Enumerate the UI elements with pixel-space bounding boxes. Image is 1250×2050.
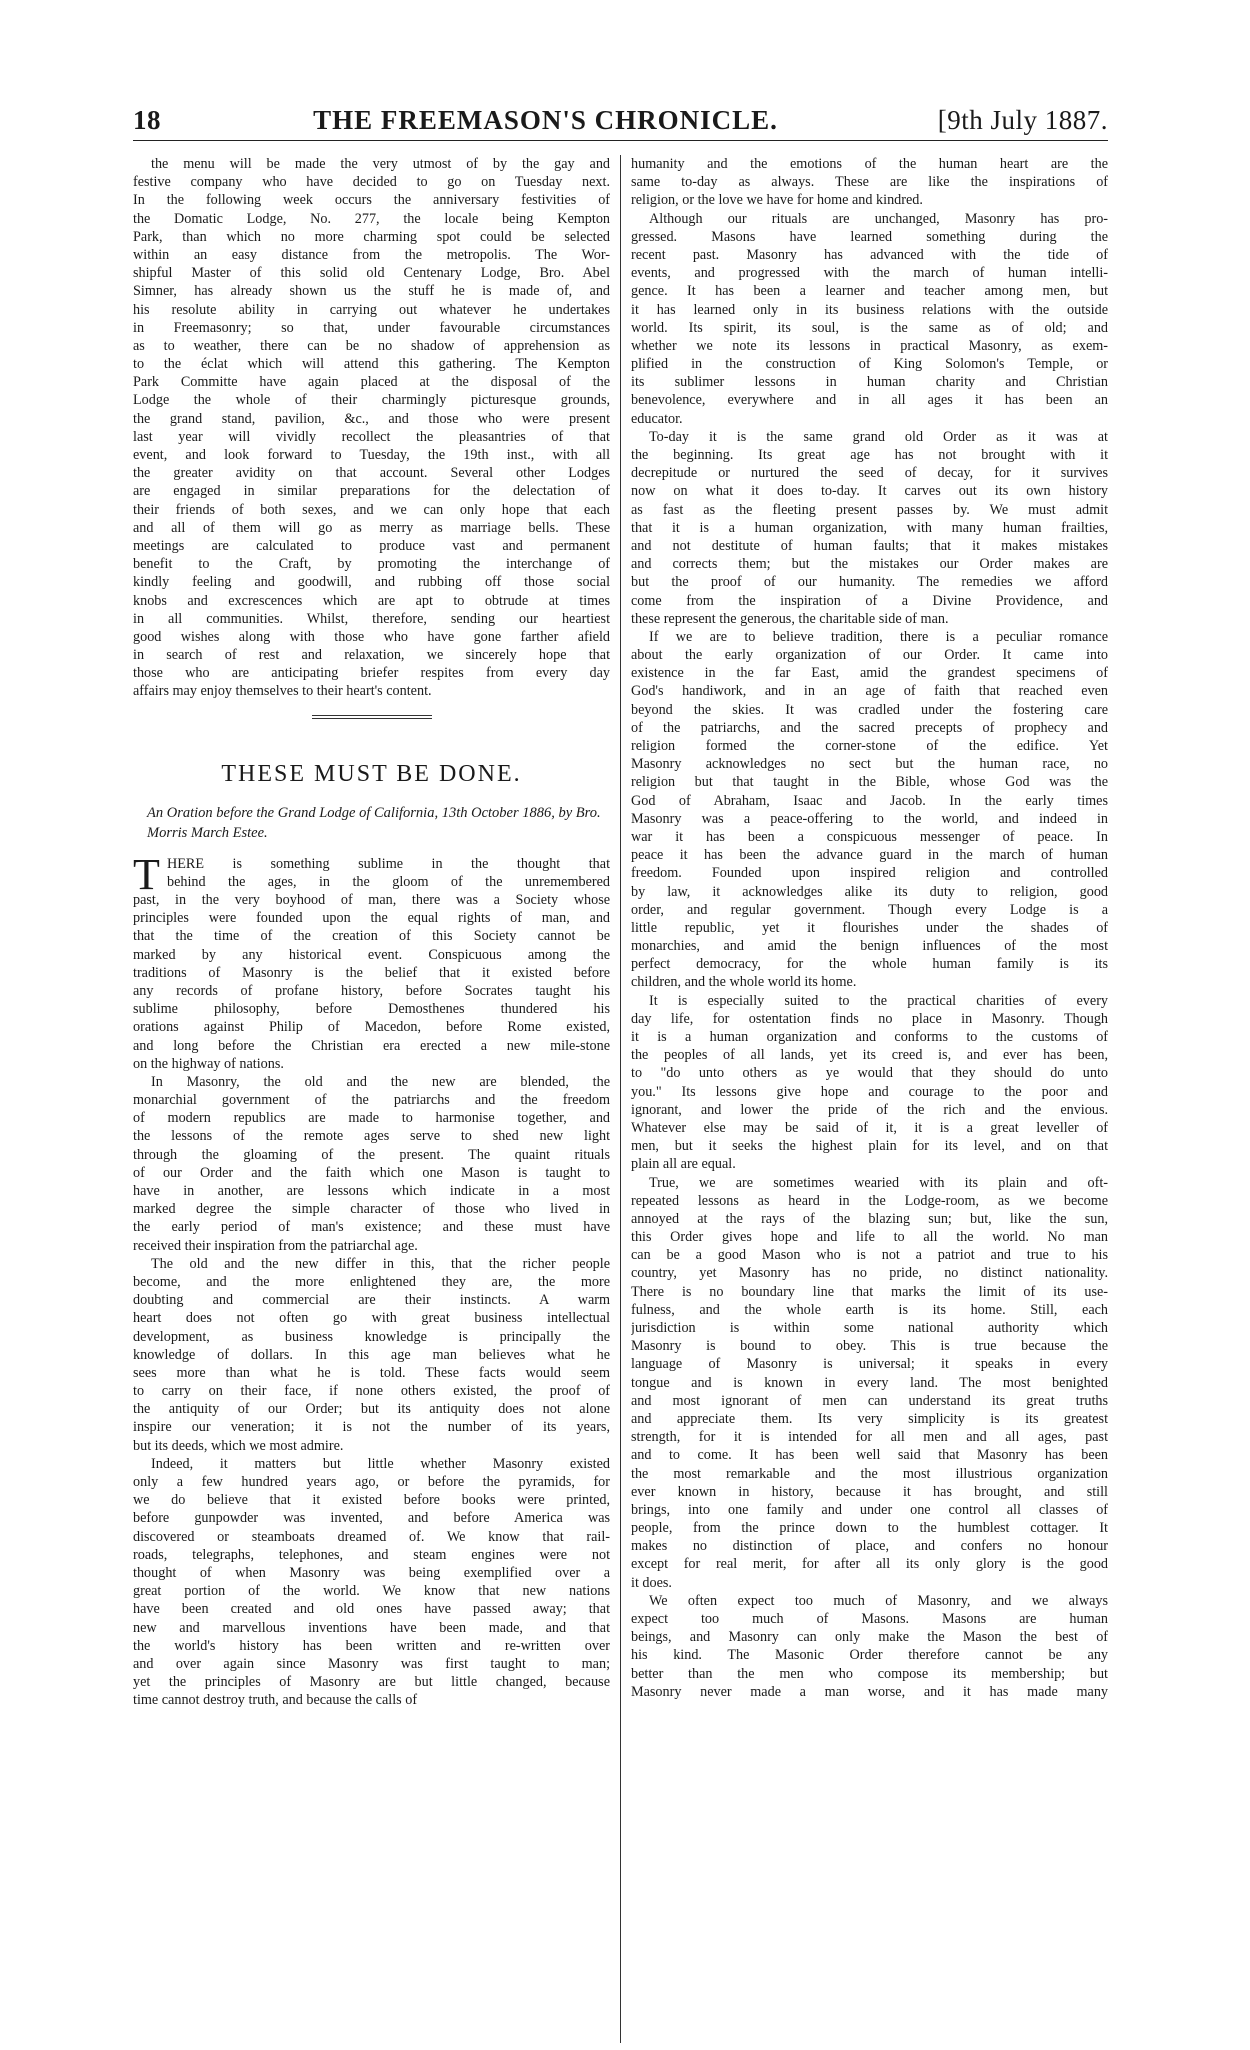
text-line: repeated lessons as heard in the Lodge-room, as we become bbox=[631, 1192, 1109, 1209]
text-line: now on what it does to-day. It carves out its own history bbox=[631, 483, 1109, 500]
text-line: as fast as the fleeting present passes by. We must admit bbox=[631, 501, 1109, 518]
text-line: day life, for ostentation finds no place in Masonry. Though bbox=[631, 1010, 1109, 1027]
text-line: educator. bbox=[631, 410, 683, 427]
text-line: through the gloaming of the present. The quaint rituals bbox=[133, 1146, 611, 1163]
text-line: can be a good Mason who is not a patriot and true to his bbox=[631, 1247, 1109, 1264]
text-line: and over again since Masonry was first taught to man; bbox=[133, 1655, 611, 1672]
text-line: Park Committe have again placed at the disposal of the bbox=[133, 374, 611, 391]
text-line: Although our rituals are unchanged, Masonry has pro- bbox=[649, 210, 1109, 227]
text-line: Whatever else may be said of it, it is a great leveller of bbox=[631, 1119, 1109, 1136]
text-line: events, and progressed with the march of human intelli- bbox=[631, 265, 1109, 282]
text-line: the early period of man's existence; and these must have bbox=[133, 1219, 611, 1236]
text-line: affairs may enjoy themselves to their heart's content. bbox=[133, 683, 432, 700]
text-line: and most ignorant of men can understand its great truths bbox=[631, 1392, 1109, 1409]
text-line: on the highway of nations. bbox=[133, 1055, 284, 1072]
text-line: perfect democracy, for the whole human family is its bbox=[631, 956, 1109, 973]
text-line: monarchies, and amid the benign influences of the most bbox=[631, 938, 1109, 955]
text-line: meetings are calculated to produce vast and permanent bbox=[133, 537, 611, 554]
text-line: in Freemasonry; so that, under favourable circumstances bbox=[133, 319, 611, 336]
right-paragraph-5 bbox=[631, 992, 1108, 1174]
text-line: decrepitude or nurtured the seed of decay, for it survives bbox=[631, 465, 1109, 482]
text-line: If we are to believe tradition, there is a peculiar romance bbox=[649, 628, 1109, 645]
text-line: Lodge the whole of their charmingly picturesque grounds, bbox=[133, 392, 611, 409]
text-line: orations against Philip of Macedon, before Rome existed, bbox=[133, 1019, 611, 1036]
text-line: his resolute ability in carrying out whatever he undertakes bbox=[133, 301, 611, 318]
text-line: knowledge of dollars. In this age man believes what he bbox=[133, 1346, 611, 1363]
article-subtitle: An Oration before the Grand Lodge of California, 13th October 1886, by Bro. Morris March Estee. bbox=[147, 804, 601, 841]
text-line: it has learned only in its business relations with the outside bbox=[631, 301, 1109, 318]
text-line: the Domatic Lodge, No. 277, the locale being Kempton bbox=[133, 210, 611, 227]
text-line: their friends of both sexes, and we can only hope that each bbox=[133, 501, 611, 518]
text-line: God of Abraham, Isaac and Jacob. In the early times bbox=[631, 792, 1109, 809]
text-line: roads, telegraphs, telephones, and steam engines were not bbox=[133, 1546, 611, 1563]
right-paragraph-4 bbox=[631, 628, 1108, 992]
text-line: little republic, yet it flourishes under the shades of bbox=[631, 919, 1109, 936]
right-paragraph-7 bbox=[631, 1592, 1108, 1701]
text-line: marked degree the simple character of those who lived in bbox=[133, 1201, 611, 1218]
right-column bbox=[621, 155, 1108, 2043]
text-line: order, and regular government. Though every Lodge is a bbox=[631, 901, 1109, 918]
text-line: HERE is something sublime in the thought that bbox=[167, 855, 611, 872]
article-heading: THESE MUST BE DONE. bbox=[221, 760, 522, 787]
text-line: jurisdiction is within some national authority which bbox=[631, 1320, 1109, 1336]
text-line: past, in the very boyhood of man, there was a Society whose bbox=[133, 892, 611, 908]
text-line: within an easy distance from the metropolis. The Wor- bbox=[133, 246, 611, 263]
text-line: that it is a human organization, with many human frailties, bbox=[631, 519, 1109, 536]
text-line: plified in the construction of King Solomon's Temple, or bbox=[631, 356, 1109, 373]
text-line: God's handiwork, and in an age of faith that reached even bbox=[631, 683, 1109, 700]
text-line: of modern republics are made to harmonise together, and bbox=[133, 1110, 611, 1127]
text-line: in all communities. Whilst, therefore, sending our heartiest bbox=[133, 610, 611, 627]
text-line: only a few hundred years ago, or before the pyramids, for bbox=[133, 1474, 611, 1490]
text-line: sees more than what he is told. These facts would seem bbox=[133, 1364, 611, 1381]
drop-cap: T bbox=[133, 849, 160, 899]
text-line: humanity and the emotions of the human heart are the bbox=[631, 156, 1109, 172]
text-line: the world's history has been written and re-written over bbox=[133, 1637, 611, 1654]
text-line: Masonry never made a man worse, and it has made many bbox=[631, 1683, 1109, 1700]
text-line: marked by any historical event. Conspicuous among the bbox=[133, 946, 611, 963]
text-line: religion formed the corner-stone of the edifice. Yet bbox=[631, 738, 1109, 754]
text-line: its sublimer lessons in human charity and Christian bbox=[631, 374, 1109, 391]
columns bbox=[133, 155, 1108, 2043]
text-line: existence in the far East, amid the grandest specimens of bbox=[631, 665, 1109, 682]
text-line: to the éclat which will attend this gathering. The Kempton bbox=[133, 356, 611, 373]
text-line: Simner, has already shown us the stuff he is made of, and bbox=[133, 283, 611, 300]
text-line: peace it has been the advance guard in the march of human bbox=[631, 847, 1109, 864]
text-line: children, and the whole world its home. bbox=[631, 974, 857, 991]
text-line: beyond the skies. It was cradled under the fostering care bbox=[631, 701, 1109, 718]
text-line: language of Masonry is universal; it speaks in every bbox=[631, 1356, 1109, 1373]
text-line: beings, and Masonry can only make the Mason the best of bbox=[631, 1629, 1109, 1646]
text-line: expect too much of Masons. Masons are human bbox=[631, 1611, 1109, 1627]
text-line: freedom. Founded upon inspired religion and controlled bbox=[631, 865, 1109, 882]
text-line: received their inspiration from the patriarchal age. bbox=[133, 1237, 418, 1254]
text-line: as to weather, there can be no shadow of apprehension as bbox=[133, 337, 611, 354]
intro-paragraph bbox=[133, 155, 610, 701]
text-line: the antiquity of our Order; but its antiquity does not alone bbox=[133, 1401, 611, 1418]
text-line: kindly feeling and goodwill, and rubbing off those social bbox=[133, 574, 611, 591]
text-line: recent past. Masonry has advanced with the tide of bbox=[631, 246, 1109, 263]
text-line: his kind. The Masonic Order therefore cannot be any bbox=[631, 1647, 1109, 1664]
text-line: strength, for it is intended for all men and all ages, past bbox=[631, 1429, 1109, 1446]
text-line: the menu will be made the very utmost of by the gay and bbox=[151, 156, 611, 172]
text-line: new and marvellous inventions have been made, and that bbox=[133, 1619, 611, 1636]
article-paragraph-1-lines bbox=[133, 849, 611, 1073]
left-column bbox=[133, 155, 620, 2043]
text-line: benefit to the Craft, by promoting the interchange of bbox=[133, 556, 611, 573]
text-line: In the following week occurs the anniversary festivities of bbox=[133, 192, 611, 209]
text-line: the lessons of the remote ages serve to shed new light bbox=[133, 1128, 611, 1145]
article-paragraph-4 bbox=[133, 1455, 610, 1710]
text-line: but the proof of our humanity. The remedies we afford bbox=[631, 574, 1109, 591]
text-line: Masonry acknowledges no sect but the human race, no bbox=[631, 756, 1109, 773]
text-line: knobs and excrescences which are apt to obtrude at times bbox=[133, 592, 611, 609]
text-line: and corrects them; but the mistakes our Order makes are bbox=[631, 556, 1109, 573]
text-line: to carry on their face, if none others existed, the proof of bbox=[133, 1383, 611, 1400]
text-line: the greater avidity on that account. Several other Lodges bbox=[133, 465, 611, 482]
article-paragraph-1 bbox=[133, 849, 611, 1073]
right-paragraph-1 bbox=[631, 155, 1108, 210]
text-line: it is a human organization and conforms to the customs of bbox=[631, 1029, 1109, 1045]
text-line: the grand stand, pavilion, &c., and those who were present bbox=[133, 410, 611, 427]
text-line: development, as business knowledge is principally the bbox=[133, 1328, 611, 1345]
text-line: religion but that taught in the Bible, whose God was the bbox=[631, 774, 1109, 791]
newspaper-page bbox=[133, 104, 1108, 2043]
text-line: time cannot destroy truth, and because the calls of bbox=[133, 1692, 418, 1709]
text-line: and not destitute of human faults; that it makes mistakes bbox=[631, 537, 1109, 554]
text-line: country, yet Masonry has no pride, no distinct nationality. bbox=[631, 1265, 1109, 1282]
text-line: inspire our veneration; it is not the number of its years, bbox=[133, 1419, 611, 1436]
text-line: ever known in history, because it has brought, and still bbox=[631, 1483, 1109, 1500]
text-line: makes no distinction of place, and confers no honour bbox=[631, 1538, 1109, 1555]
text-line: to "do unto others as ye would that they should do unto bbox=[631, 1065, 1109, 1082]
text-line: have been created and old ones have passed away; that bbox=[133, 1601, 611, 1618]
text-line: annoyed at the rays of the blazing sun; but, like the sun, bbox=[631, 1210, 1109, 1227]
text-line: We often expect too much of Masonry, and we always bbox=[649, 1592, 1109, 1609]
text-line: ignorant, and lower the pride of the rich and the envious. bbox=[631, 1101, 1109, 1118]
text-line: people, from the prince down to the humblest cottager. It bbox=[631, 1520, 1109, 1537]
text-line: discovered or steamboats dreamed of. We know that rail- bbox=[133, 1528, 611, 1545]
text-line: men, but it seeks the highest plain for its level, and on that bbox=[631, 1138, 1109, 1155]
issue-date: [9th July 1887. bbox=[937, 105, 1108, 135]
text-line: sublime philosophy, before Demosthenes thundered his bbox=[133, 1001, 611, 1018]
text-line: The old and the new differ in this, that the richer people bbox=[151, 1255, 611, 1272]
text-line: before gunpowder was invented, and before America was bbox=[133, 1510, 611, 1527]
text-line: shipful Master of this solid old Centenary Lodge, Bro. Abel bbox=[133, 265, 611, 282]
text-line: religion, or the love we have for home and kindred. bbox=[631, 192, 923, 209]
text-line: It is especially suited to the practical charities of every bbox=[649, 992, 1109, 1009]
text-line: yet the principles of Masonry are but little changed, because bbox=[133, 1674, 611, 1691]
text-line: and long before the Christian era erected a new mile-stone bbox=[133, 1037, 611, 1054]
text-line: Masonry is bound to obey. This is true because the bbox=[631, 1338, 1109, 1355]
text-line: To-day it is the same grand old Order as it was at bbox=[649, 428, 1109, 445]
right-paragraph-6 bbox=[631, 1174, 1108, 1592]
text-line: are engaged in similar preparations for the delectation of bbox=[133, 483, 611, 500]
text-line: benevolence, everywhere and in all ages it has been an bbox=[631, 392, 1109, 409]
text-line: it does. bbox=[631, 1574, 672, 1591]
text-line: heart does not often go with great business intellectual bbox=[133, 1310, 611, 1327]
text-line: good wishes along with those who have gone farther afield bbox=[133, 628, 611, 645]
text-line: gence. It has been a learner and teacher among men, but bbox=[631, 283, 1109, 300]
text-line: but its deeds, which we most admire. bbox=[133, 1437, 344, 1454]
text-line: about the early organization of our Order. It came into bbox=[631, 647, 1109, 664]
section-separator bbox=[312, 715, 432, 719]
text-line: principles were founded upon the equal rights of man, and bbox=[133, 910, 611, 927]
text-line: of the patriarchs, and the sacred precepts of prophecy and bbox=[631, 719, 1109, 736]
page-number: 18 bbox=[133, 105, 161, 135]
article-paragraph-3 bbox=[133, 1255, 610, 1455]
text-line: any records of profane history, before Socrates taught his bbox=[133, 982, 611, 999]
text-line: thought of when Masonry was being exemplified over a bbox=[133, 1564, 611, 1581]
text-line: gressed. Masons have learned something during the bbox=[631, 228, 1109, 245]
text-line: plain all are equal. bbox=[631, 1156, 736, 1173]
text-line: There is no boundary line that marks the limit of its use- bbox=[631, 1283, 1109, 1300]
publication-title: THE FREEMASON'S CHRONICLE. bbox=[313, 105, 778, 135]
text-line: True, we are sometimes wearied with its plain and oft- bbox=[649, 1174, 1109, 1191]
right-paragraph-2 bbox=[631, 210, 1108, 428]
text-line: and to come. It has been well said that Masonry has been bbox=[631, 1447, 1109, 1464]
text-line: festive company who have decided to go on Tuesday next. bbox=[133, 174, 611, 191]
text-line: by law, it acknowledges alike its duty to religion, good bbox=[631, 883, 1109, 900]
text-line: this Order gives hope and life to all the world. No man bbox=[631, 1229, 1109, 1246]
text-line: world. Its spirit, its soul, is the same as of old; and bbox=[631, 319, 1109, 336]
text-line: event, and look forward to Tuesday, the 19th inst., with all bbox=[133, 447, 611, 463]
text-line: Park, than which no more charming spot could be selected bbox=[133, 228, 611, 245]
text-line: whether we note its lessons in practical Masonry, as exem- bbox=[631, 337, 1109, 354]
text-line: except for real merit, for after all its only glory is the good bbox=[631, 1556, 1109, 1573]
text-line: last year will vividly recollect the pleasantries of that bbox=[133, 428, 611, 445]
text-line: same to-day as always. These are like the inspirations of bbox=[631, 174, 1109, 191]
text-line: that the time of the creation of this Society cannot be bbox=[133, 928, 611, 945]
text-line: Masonry was a peace-offering to the world, and indeed in bbox=[631, 810, 1109, 827]
text-line: and appreciate them. Its very simplicity is its greatest bbox=[631, 1410, 1109, 1427]
masthead-rule bbox=[133, 140, 1108, 141]
right-paragraph-3 bbox=[631, 428, 1108, 628]
text-line: tongue and is known in every land. The most benighted bbox=[631, 1374, 1109, 1391]
article-paragraph-2 bbox=[133, 1073, 610, 1255]
text-line: great portion of the world. We know that new nations bbox=[133, 1583, 611, 1600]
text-line: come from the inspiration of a Divine Providence, and bbox=[631, 592, 1109, 609]
text-line: brings, into one family and under one control all classes of bbox=[631, 1501, 1109, 1518]
text-line: behind the ages, in the gloom of the unremembered bbox=[167, 873, 611, 890]
text-line: become, and the more enlightened they are, the more bbox=[133, 1273, 611, 1290]
text-line: of our Order and the faith which one Mason is taught to bbox=[133, 1164, 611, 1181]
text-line: the most remarkable and the most illustrious organization bbox=[631, 1465, 1109, 1482]
text-line: better than the men who compose its membership; but bbox=[631, 1665, 1109, 1682]
text-line: the beginning. Its great age has not brought with it bbox=[631, 447, 1109, 463]
text-line: have in another, are lessons which indicate in a most bbox=[133, 1183, 611, 1199]
text-line: Indeed, it matters but little whether Masonry existed bbox=[151, 1455, 611, 1472]
text-line: and all of them will go as merry as marriage bells. These bbox=[133, 519, 611, 536]
text-line: fulness, and the whole earth is its home. Still, each bbox=[631, 1301, 1109, 1318]
text-line: we do believe that it existed before books were printed, bbox=[133, 1492, 611, 1509]
text-line: the peoples of all lands, yet its creed is, and ever has been, bbox=[631, 1047, 1109, 1064]
masthead bbox=[133, 104, 1108, 138]
text-line: in search of rest and relaxation, we sincerely hope that bbox=[133, 647, 611, 664]
text-line: traditions of Masonry is the belief that it existed before bbox=[133, 964, 611, 981]
text-line: those who are anticipating briefer respites from every day bbox=[133, 665, 611, 682]
text-line: In Masonry, the old and the new are blended, the bbox=[151, 1073, 611, 1090]
text-line: doubting and commercial are their instincts. A warm bbox=[133, 1292, 611, 1309]
text-line: monarchial government of the patriarchs and the freedom bbox=[133, 1092, 611, 1109]
text-line: these represent the generous, the charitable side of man. bbox=[631, 610, 949, 627]
text-line: war it has been a conspicuous messenger of peace. In bbox=[631, 828, 1109, 845]
text-line: you." Its lessons give hope and courage to the poor and bbox=[631, 1083, 1109, 1100]
